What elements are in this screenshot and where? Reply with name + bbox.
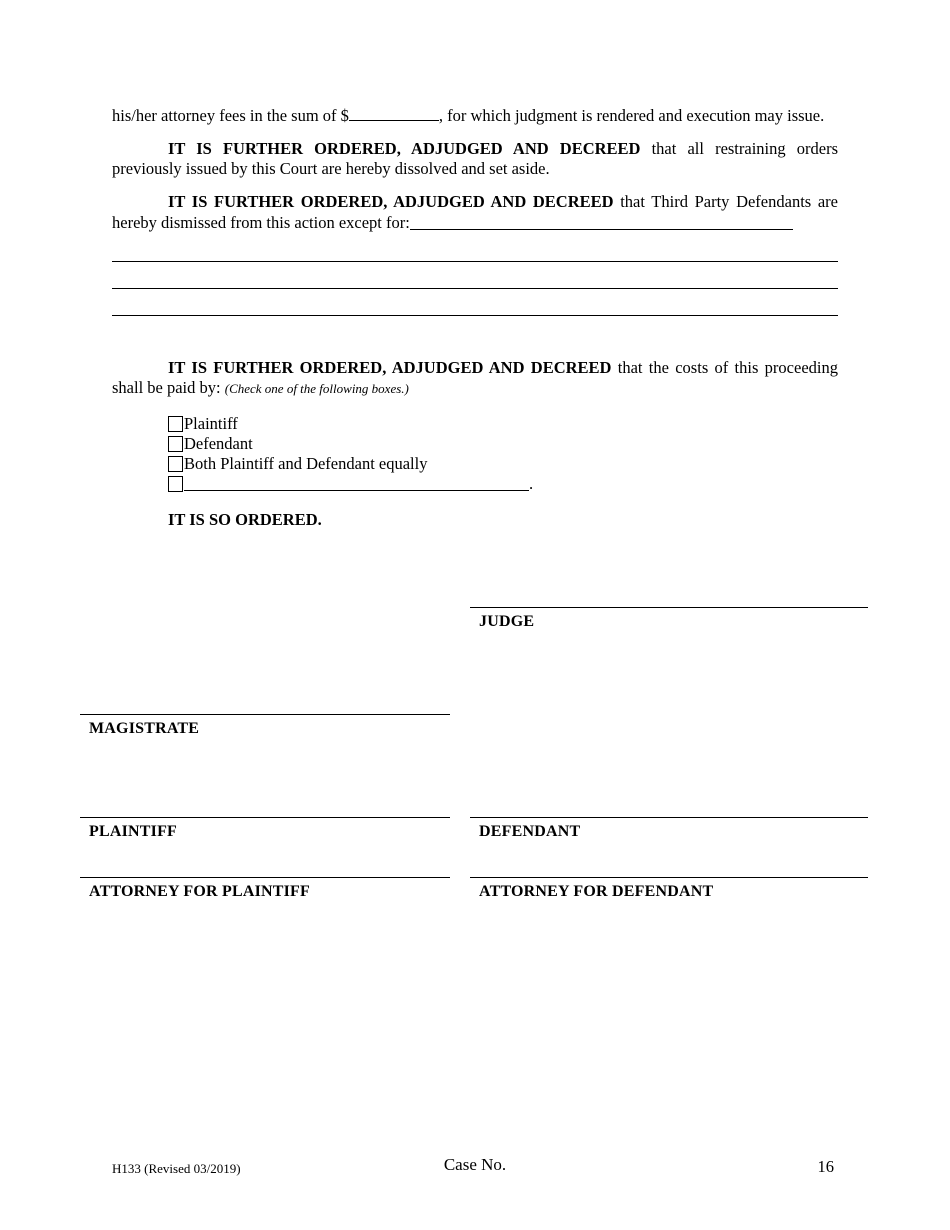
- checkbox-row-plaintiff: [168, 414, 838, 434]
- costs-text: that the costs of this proceeding shall be paid by:: [112, 357, 838, 397]
- attorney-for-plaintiff-label: ATTORNEY FOR PLAINTIFF: [89, 883, 311, 900]
- checkbox-other-blank[interactable]: [184, 476, 529, 491]
- form-number: H133 (Revised 03/2019): [112, 1161, 241, 1176]
- attorney-fees-text-after: , for which judgment is rendered and execution may issue.: [438, 106, 825, 125]
- costs-checkbox-list: [168, 414, 838, 494]
- except-for-blank[interactable]: [410, 215, 793, 230]
- restraining-orders-text: that all restraining orders previously issued by this Court are hereby dissolved and set aside.: [112, 139, 838, 179]
- checkbox-defendant-label: Defendant: [184, 433, 253, 453]
- checkbox-defendant[interactable]: [168, 436, 183, 452]
- except-for-blank-line-1[interactable]: [112, 235, 838, 262]
- except-for-blank-line-2[interactable]: [112, 262, 838, 289]
- defendant-signature-block: [470, 817, 868, 842]
- attorney-for-defendant-signature-block: [470, 877, 868, 902]
- paragraph-third-party: [112, 192, 838, 232]
- decree-lead-third-party: IT IS FURTHER ORDERED, ADJUDGED AND DECREED: [168, 192, 614, 212]
- checkbox-both-equally-label: Both Plaintiff and Defendant equally: [184, 453, 428, 473]
- third-party-text: that Third Party Defendants are hereby dismissed from this action except for:: [112, 192, 838, 232]
- decree-lead-costs: IT IS FURTHER ORDERED, ADJUDGED AND DECREED: [168, 357, 612, 377]
- checkbox-row-other: [168, 474, 838, 494]
- magistrate-signature-block: [80, 714, 450, 739]
- paragraph-costs: [112, 358, 838, 398]
- checkbox-other[interactable]: [168, 476, 183, 492]
- costs-note: (Check one of the following boxes.): [224, 380, 409, 396]
- except-for-continuation-lines: [112, 235, 838, 316]
- checkbox-row-both: [168, 454, 838, 474]
- judge-label: JUDGE: [479, 613, 535, 630]
- page-footer: [0, 1155, 950, 1179]
- checkbox-other-period: .: [529, 473, 534, 493]
- magistrate-label: MAGISTRATE: [89, 720, 200, 737]
- defendant-label: DEFENDANT: [479, 823, 581, 840]
- document-body: [112, 106, 838, 543]
- checkbox-both-equally[interactable]: [168, 456, 183, 472]
- attorney-fees-text-before: his/her attorney fees in the sum of $: [112, 106, 349, 125]
- checkbox-plaintiff[interactable]: [168, 416, 183, 432]
- plaintiff-signature-block: [80, 817, 450, 842]
- fee-amount-blank[interactable]: [349, 106, 439, 121]
- so-ordered-heading: IT IS SO ORDERED.: [168, 509, 322, 529]
- judge-signature-block: [470, 607, 868, 632]
- paragraph-restraining-orders: [112, 139, 838, 179]
- checkbox-plaintiff-label: Plaintiff: [184, 413, 238, 433]
- decree-lead-restraining: IT IS FURTHER ORDERED, ADJUDGED AND DECREED: [168, 139, 641, 159]
- attorney-for-defendant-label: ATTORNEY FOR DEFENDANT: [479, 883, 714, 900]
- checkbox-row-defendant: [168, 434, 838, 454]
- page-number: 16: [817, 1157, 834, 1176]
- attorney-for-plaintiff-signature-block: [80, 877, 450, 902]
- paragraph-attorney-fees: [112, 106, 838, 126]
- except-for-blank-line-3[interactable]: [112, 289, 838, 316]
- case-number-label: Case No.: [443, 1155, 507, 1174]
- plaintiff-label: PLAINTIFF: [89, 823, 178, 840]
